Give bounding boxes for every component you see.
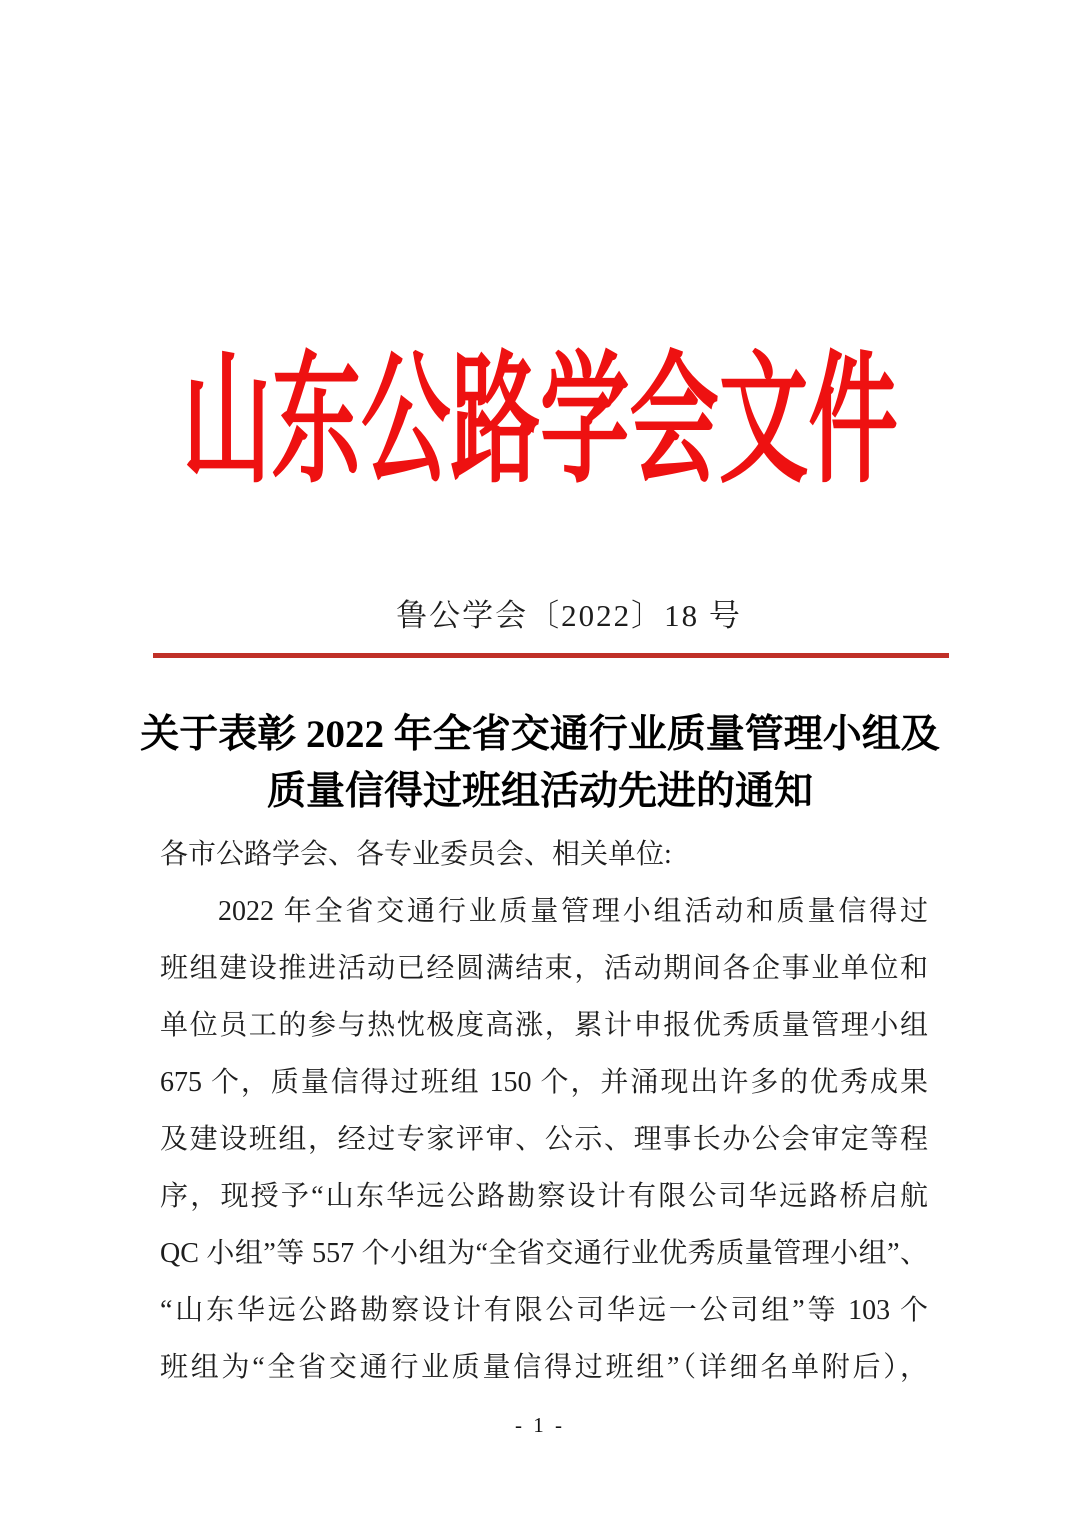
red-header-banner (0, 342, 1080, 500)
agency-header-title: 山东公路学会文件 (182, 342, 898, 500)
body-line: 2022 年全省交通行业质量管理小组活动和质量信得过 (218, 896, 928, 927)
body-line: 班组为“全省交通行业质量信得过班组”（详细名单附后）， (160, 1352, 928, 1383)
notice-body (160, 826, 928, 1396)
body-line: QC 小组”等 557 个小组为“全省交通行业优秀质量管理小组”、 (160, 1238, 928, 1269)
body-line: 序，现授予“山东华远公路勘察设计有限公司华远路桥启航 (160, 1181, 928, 1212)
doc-title (0, 706, 1080, 820)
body-line: 单位员工的参与热忱极度高涨，累计申报优秀质量管理小组 (160, 1010, 928, 1041)
doc-title-line1: 关于表彰 2022 年全省交通行业质量管理小组及 (140, 713, 940, 756)
salutation-line: 各市公路学会、各专业委员会、相关单位: (160, 839, 672, 870)
doc-title-line2: 质量信得过班组活动先进的通知 (266, 770, 813, 813)
body-line: “山东华远公路勘察设计有限公司华远一公司组”等 103 个 (160, 1295, 928, 1326)
doc-reference-number: 鲁公学会〔2022〕18 号 (396, 598, 742, 633)
page-number: - 1 - (515, 1413, 565, 1437)
red-separator-line (153, 653, 949, 658)
body-line: 及建设班组，经过专家评审、公示、理事长办公会审定等程 (160, 1124, 928, 1155)
body-line: 班组建设推进活动已经圆满结束，活动期间各企事业单位和 (160, 953, 928, 984)
body-line: 675 个，质量信得过班组 150 个，并涌现出许多的优秀成果 (160, 1067, 928, 1098)
